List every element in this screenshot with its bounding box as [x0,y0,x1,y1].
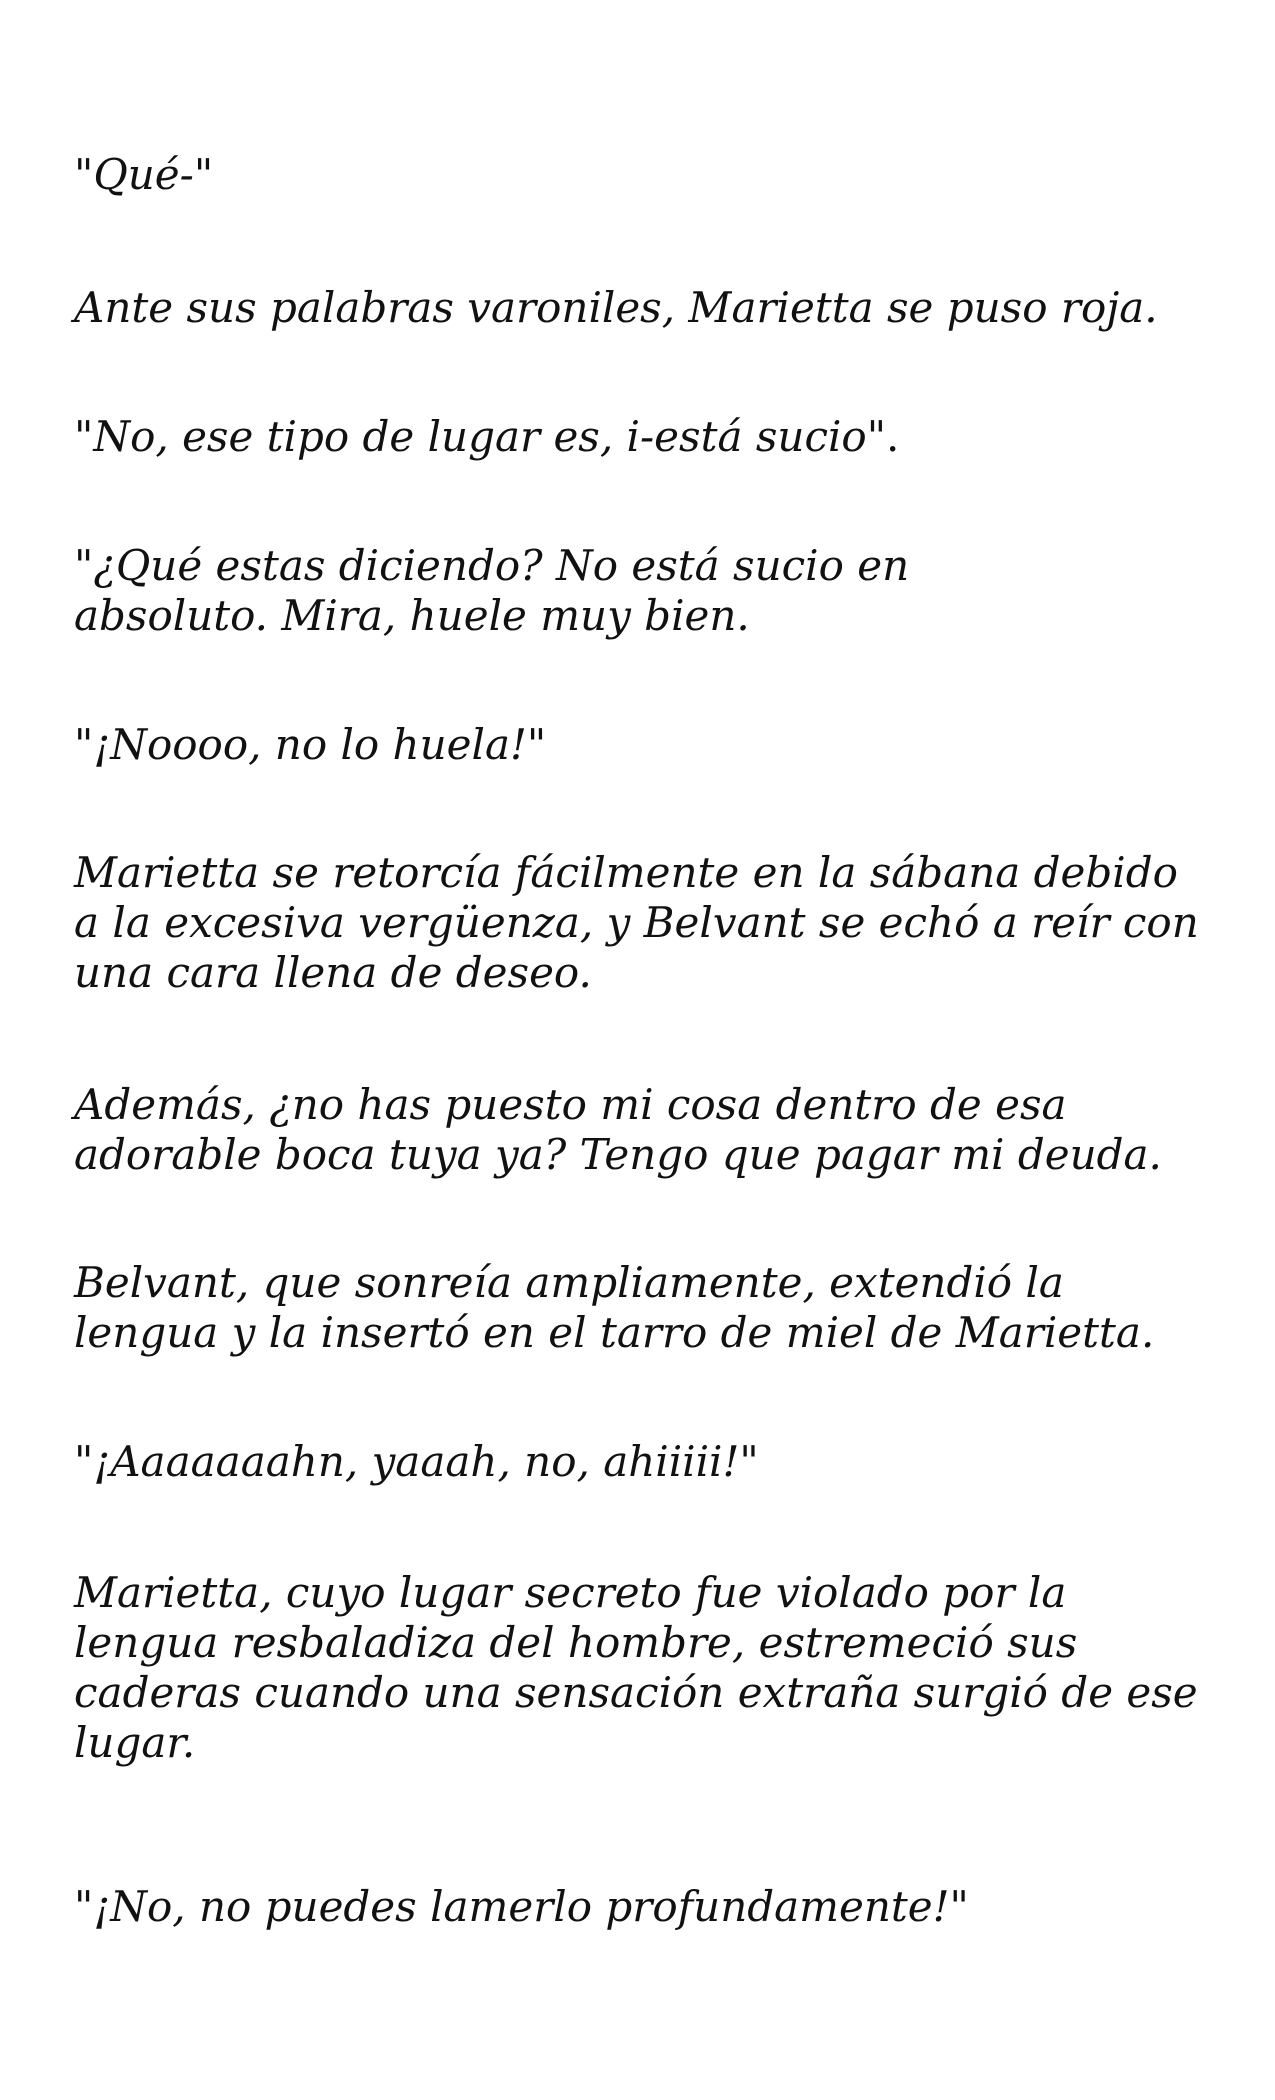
paragraph-3: "No, ese tipo de lugar es, i-está sucio". [74,412,900,461]
paragraph-5: "¡Noooo, no lo huela!" [74,720,547,769]
paragraph-10: Marietta, cuyo lugar secreto fue violado por la lengua resbaladiza del hombre, estremeció sus caderas cuando una sensación extraña surgió de ese lugar. [74,1568,1198,1767]
paragraph-11: "¡No, no puedes lamerlo profundamente!" [74,1882,969,1931]
paragraph-8: Belvant, que sonreía ampliamente, extendió la lengua y la insertó en el tarro de miel de Marietta. [74,1258,1155,1357]
paragraph-1: "Qué-" [74,150,214,199]
paragraph-9: "¡Aaaaaaahn, yaaah, no, ahiiiii!" [74,1437,759,1486]
paragraph-7: Además, ¿no has puesto mi cosa dentro de esa adorable boca tuya ya? Tengo que pagar mi deuda. [74,1080,1162,1179]
paragraph-4: "¿Qué estas diciendo? No está sucio en absoluto. Mira, huele muy bien. [74,541,910,640]
paragraph-2: Ante sus palabras varoniles, Marietta se puso roja. [74,283,1158,332]
paragraph-6: Marietta se retorcía fácilmente en la sábana debido a la excesiva vergüenza, y Belvant se echó a reír con una cara llena de deseo. [74,848,1199,997]
